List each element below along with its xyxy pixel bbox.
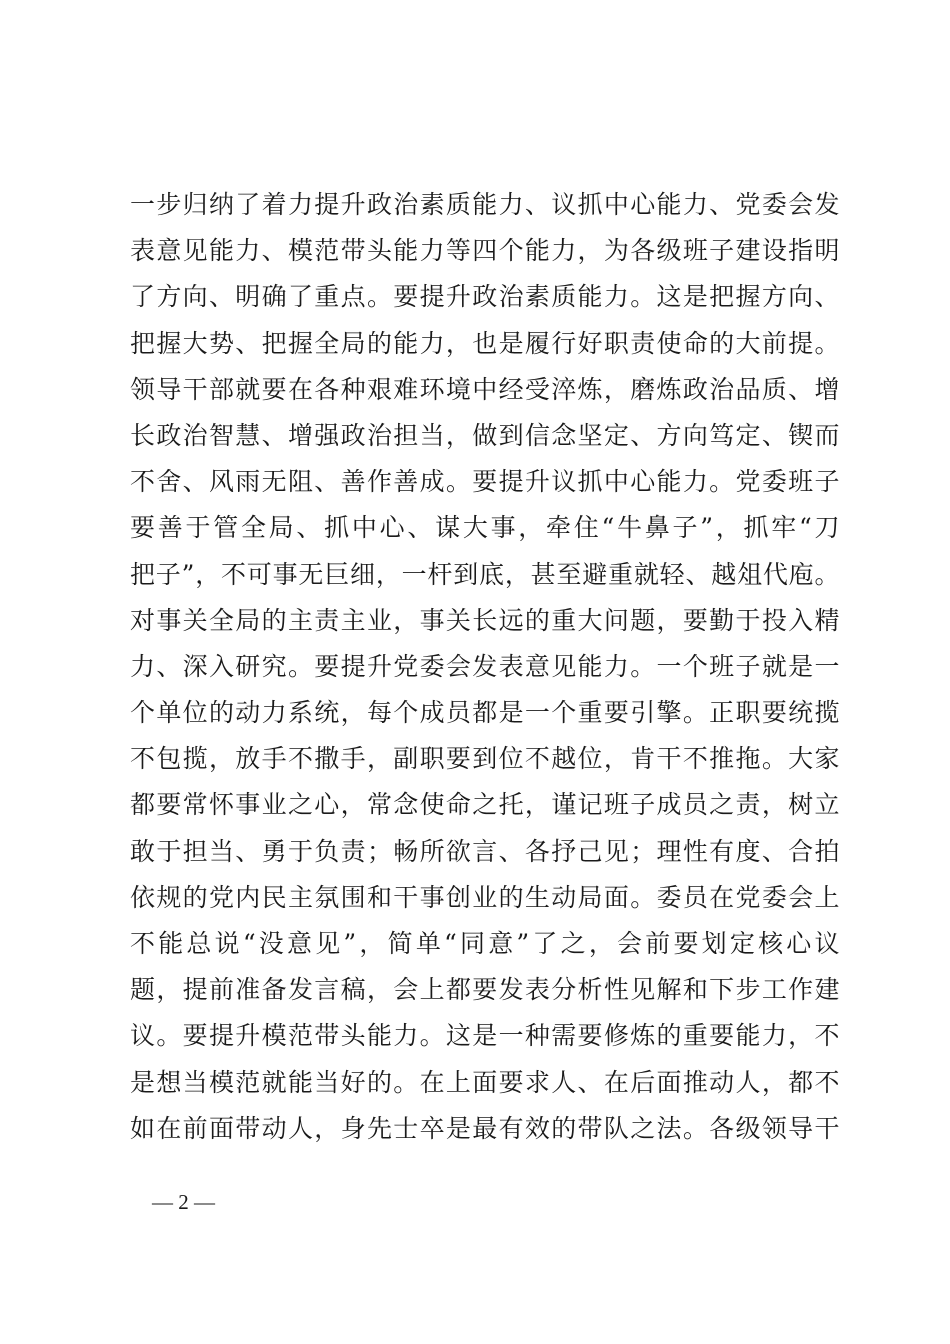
- text-line-7: 不舍、风雨无阻、善作善成。要提升议抓中心能力。党委班子: [130, 467, 840, 497]
- text-line-12: 个单位的动力系统，每个成员都是一个重要引擎。正职要统揽: [130, 698, 840, 728]
- text-line-13: 不包揽，放手不撒手，副职要到位不越位，肯干不推拖。大家: [130, 744, 840, 774]
- text-line-18: 题，提前准备发言稿，会上都要发表分析性见解和下步工作建: [130, 975, 840, 1005]
- text-line-14: 都要常怀事业之心，常念使命之托，谨记班子成员之责，树立: [130, 790, 840, 820]
- text-line-19: 议。要提升模范带头能力。这是一种需要修炼的重要能力，不: [130, 1021, 840, 1051]
- text-line-8: 要善于管全局、抓中心、谋大事，牵住“牛鼻子”，抓牢“刀: [130, 513, 840, 543]
- text-line-9: 把子”，不可事无巨细，一杆到底，甚至避重就轻、越俎代庖。: [130, 559, 840, 589]
- text-line-4: 把握大势、把握全局的能力，也是履行好职责使命的大前提。: [130, 328, 840, 358]
- body-text: [130, 182, 840, 1152]
- text-line-1: 一步归纳了着力提升政治素质能力、议抓中心能力、党委会发: [130, 190, 840, 219]
- text-line-11: 力、深入研究。要提升党委会发表意见能力。一个班子就是一: [130, 651, 840, 681]
- text-line-17: 不能总说“没意见”，简单“同意”了之，会前要划定核心议: [130, 929, 840, 958]
- text-line-2: 表意见能力、模范带头能力等四个能力，为各级班子建设指明: [130, 236, 840, 266]
- text-line-10: 对事关全局的主责主业，事关长远的重大问题，要勤于投入精: [130, 605, 840, 635]
- page-number: — 2 —: [152, 1190, 215, 1214]
- text-line-16: 依规的党内民主氛围和干事创业的生动局面。委员在党委会上: [130, 882, 840, 912]
- text-line-20: 是想当模范就能当好的。在上面要求人、在后面推动人，都不: [130, 1067, 840, 1097]
- text-line-15: 敢于担当、勇于负责；畅所欲言、各抒己见；理性有度、合拍: [130, 836, 840, 866]
- text-line-3: 了方向、明确了重点。要提升政治素质能力。这是把握方向、: [130, 282, 840, 312]
- text-line-21: 如在前面带动人，身先士卒是最有效的带队之法。各级领导干: [130, 1113, 840, 1143]
- text-line-5: 领导干部就要在各种艰难环境中经受淬炼，磨炼政治品质、增: [130, 374, 840, 404]
- text-line-6: 长政治智慧、增强政治担当，做到信念坚定、方向笃定、锲而: [130, 420, 840, 450]
